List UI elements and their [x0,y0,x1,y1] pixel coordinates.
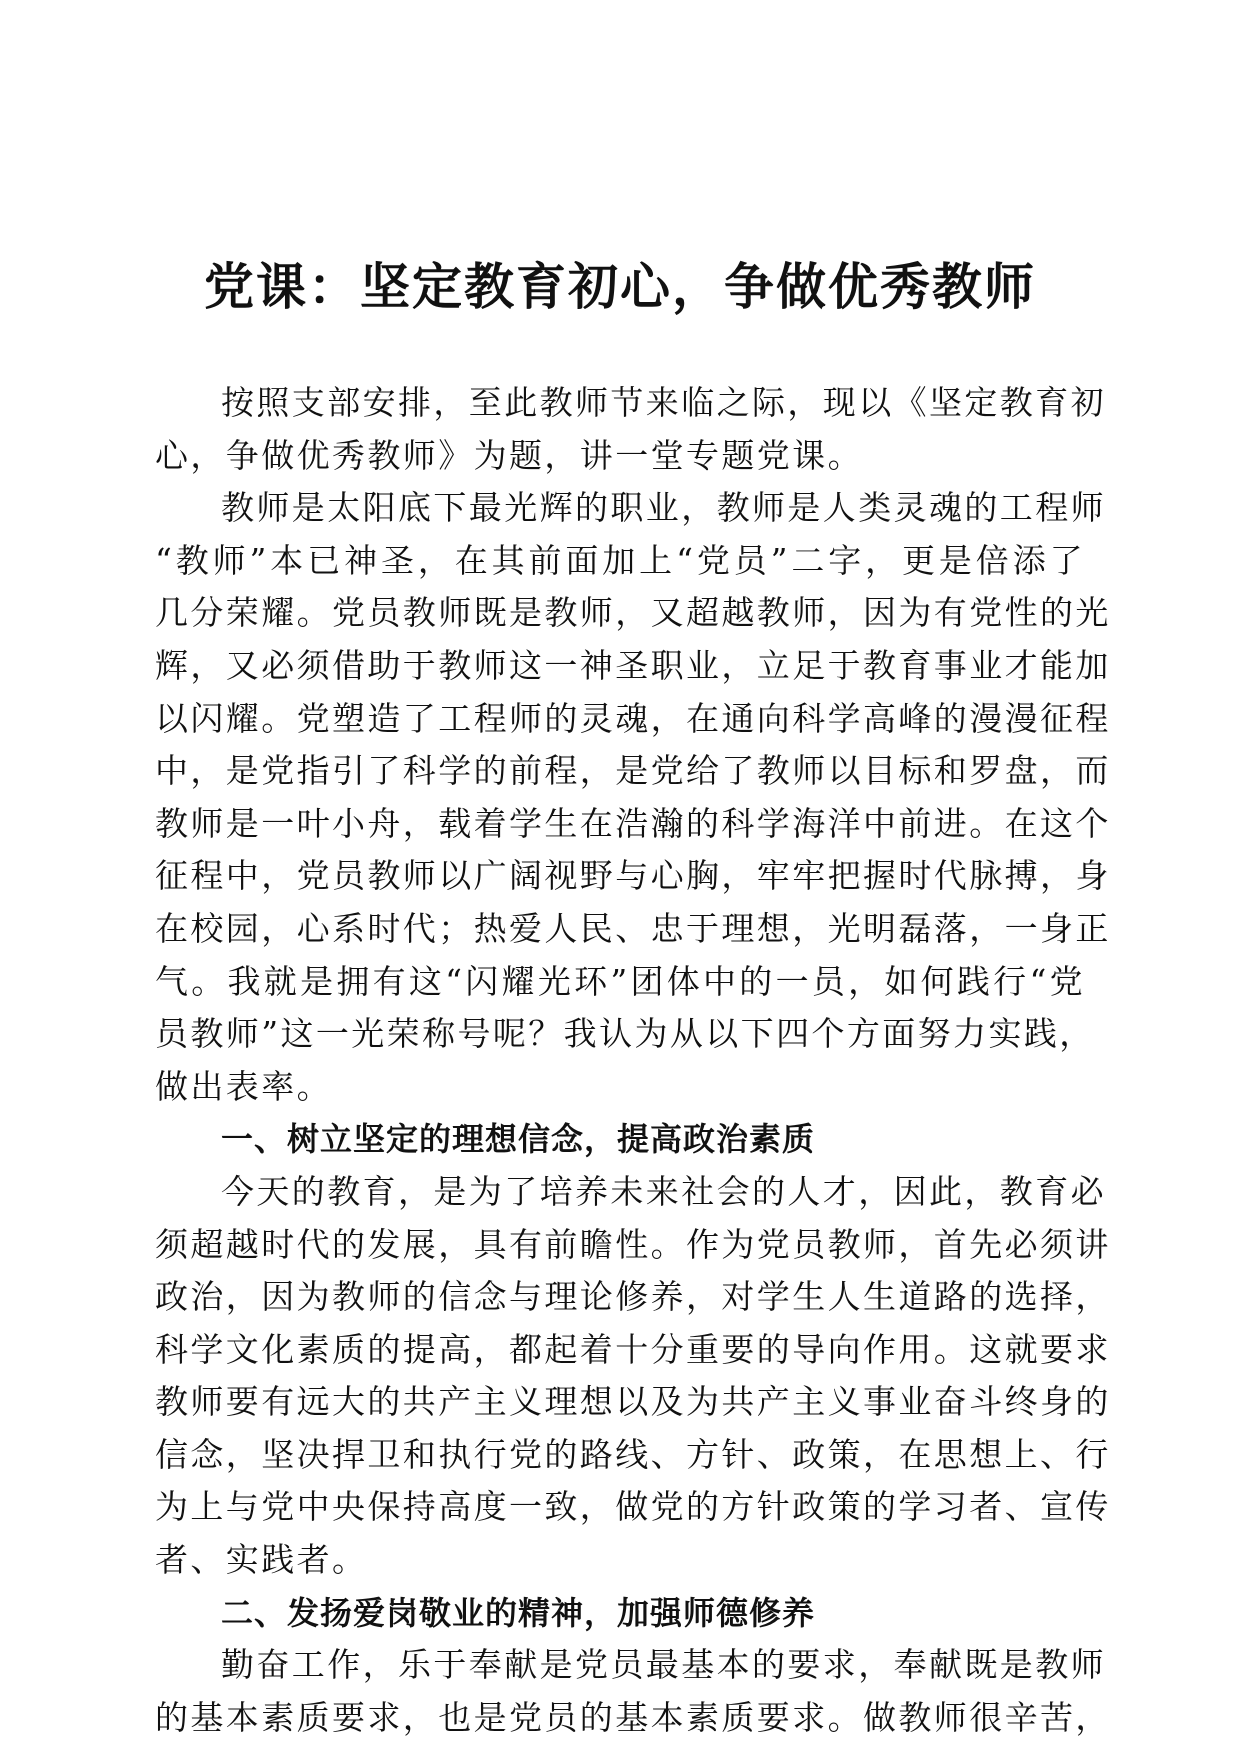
document-body [155,377,1111,1744]
body-line: 按照支部安排，至此教师节来临之际，现以《坚定教育初 [221,383,1106,422]
body-line: 教师要有远大的共产主义理想以及为共产主义事业奋斗终身的 [155,1382,1111,1422]
body-line: “教师”本已神圣，在其前面加上“党员”二字，更是倍添了 [155,540,1085,580]
body-line: 教师是太阳底下最光辉的职业，教师是人类灵魂的工程师 [221,488,1106,528]
body-line: 气。我就是拥有这“闪耀光环”团体中的一员，如何践行“党 [155,961,1085,1001]
body-line: 几分荣耀。党员教师既是教师，又超越教师，因为有党性的光 [155,593,1111,633]
body-line: 教师是一叶小舟，载着学生在浩瀚的科学海洋中前进。在这个 [155,803,1111,843]
body-line: 辉，又必须借助于教师这一神圣职业，立足于教育事业才能加 [155,645,1111,685]
body-line: 勤奋工作，乐于奉献是党员最基本的要求，奉献既是教师 [221,1645,1106,1685]
body-line: 者、实践者。 [155,1540,368,1580]
body-line: 在校园，心系时代；热爱人民、忠于理想，光明磊落，一身正 [155,908,1111,948]
body-line: 今天的教育，是为了培养未来社会的人才，因此，教育必 [221,1171,1106,1211]
body-line: 心，争做优秀教师》为题，讲一堂专题党课。 [155,435,863,475]
body-line: 科学文化素质的提高，都起着十分重要的导向作用。这就要求 [155,1329,1111,1369]
body-line: 以闪耀。党塑造了工程师的灵魂，在通向科学高峰的漫漫征程 [155,698,1111,738]
body-line: 征程中，党员教师以广阔视野与心胸，牢牢把握时代脉搏，身 [155,856,1111,896]
body-line: 为上与党中央保持高度一致，做党的方针政策的学习者、宣传 [155,1487,1111,1527]
body-line: 做出表率。 [155,1066,332,1106]
body-line: 员教师”这一光荣称号呢？我认为从以下四个方面努力实践， [155,1014,1095,1054]
section-heading: 二、发扬爱岗敬业的精神，加强师德修养 [221,1593,816,1632]
body-line: 须超越时代的发展，具有前瞻性。作为党员教师，首先必须讲 [155,1224,1111,1264]
body-line: 的基本素质要求，也是党员的基本素质要求。做教师很辛苦， [155,1697,1111,1737]
document-title: 党课：坚定教育初心，争做优秀教师 [204,257,1036,316]
body-line: 信念，坚决捍卫和执行党的路线、方针、政策，在思想上、行 [155,1434,1111,1474]
body-line: 政治，因为教师的信念与理论修养，对学生人生道路的选择， [155,1277,1111,1317]
section-heading: 一、树立坚定的理想信念，提高政治素质 [221,1120,816,1159]
body-line: 中，是党指引了科学的前程，是党给了教师以目标和罗盘，而 [155,751,1111,791]
